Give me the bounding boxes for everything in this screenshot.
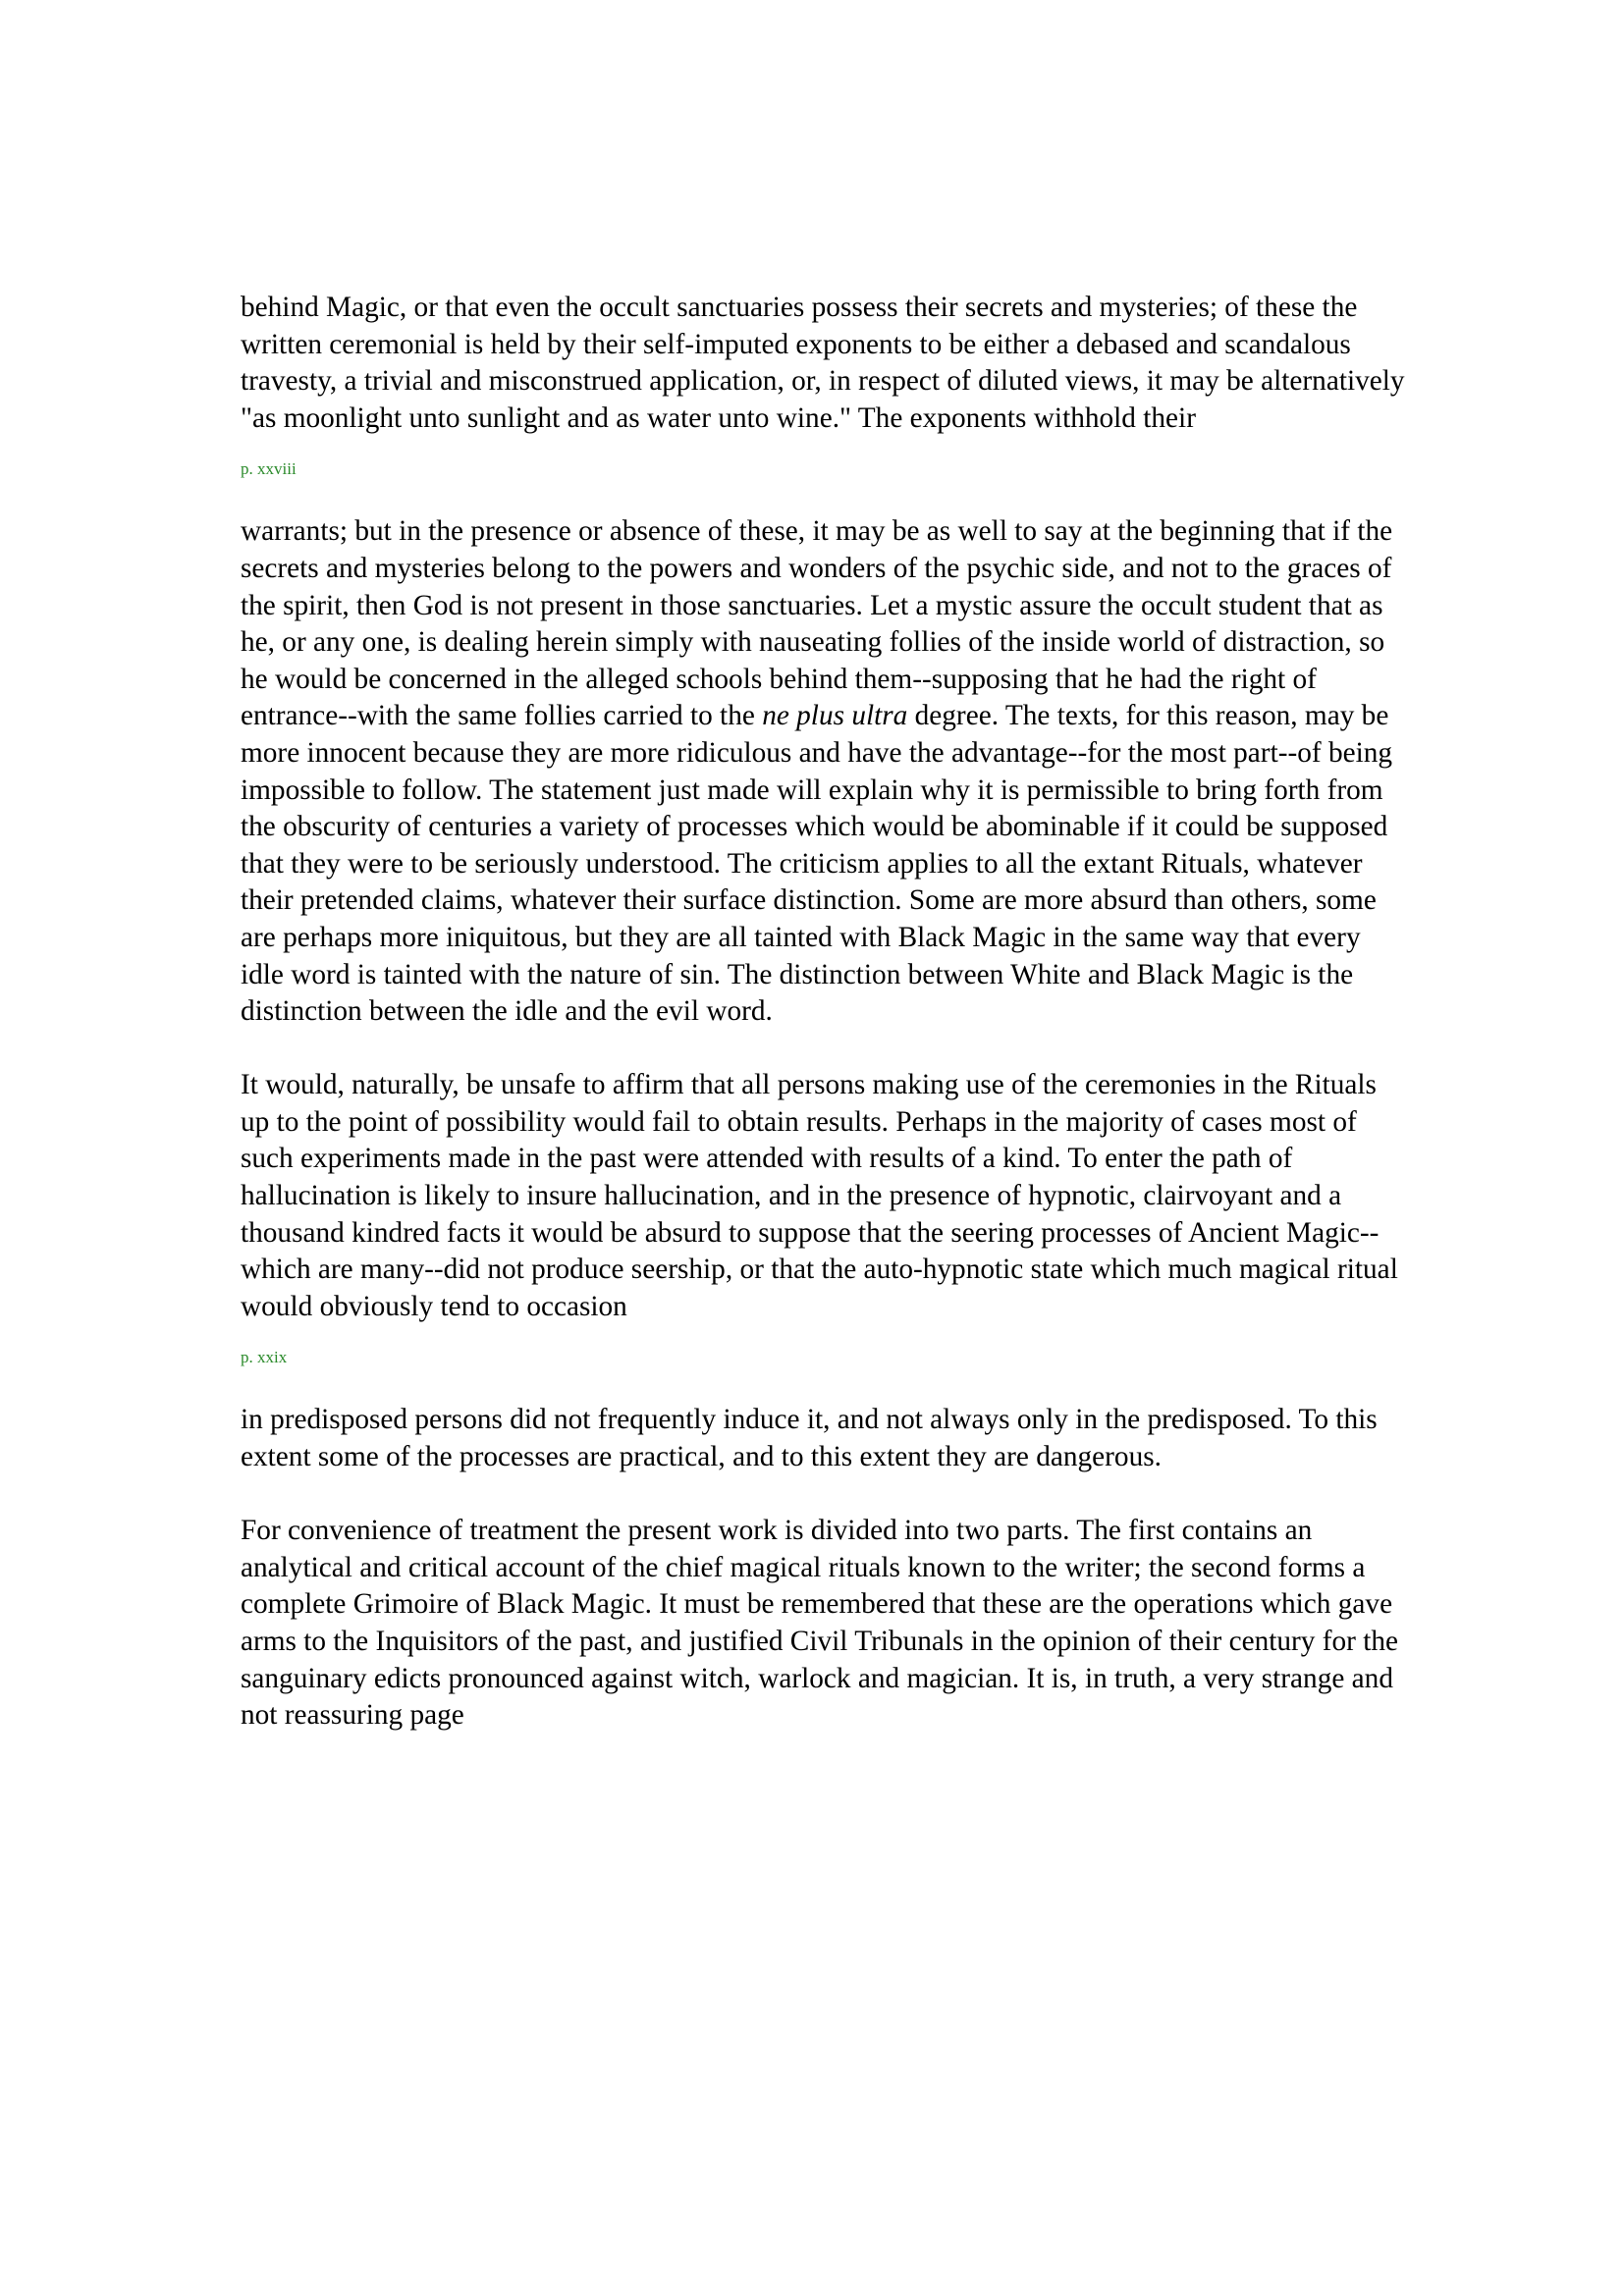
paragraph-continued: behind Magic, or that even the occult sanctuaries possess their secrets and mysteries; of these the written ceremonial is held by their self-imputed exponents to be either a debased and scandalous travesty, a trivial and misconstrued application, or, in respect of diluted views, it may be alternatively "as moonlight unto sunlight and as water unto wine." The exponents withhold their	[241, 292, 1405, 434]
paragraph-results: It would, naturally, be unsafe to affirm that all persons making use of the ceremonies in the Rituals up to the point of possibility would fail to obtain results. Perhaps in the majority of cases most of such experiments made in the past were attended with results of a kind. To enter the path of hallucination is likely to insure hallucination, and in the presence of hypnotic, clairvoyant and a thousand kindred facts it would be absurd to suppose that the seering processes of Ancient Magic--which are many--did not produce seership, or that the auto-hypnotic state which much magical ritual would obviously tend to occasion	[241, 1069, 1398, 1322]
page-number-xxviii: p. xxviii	[241, 459, 297, 479]
paragraph-predisposed: in predisposed persons did not frequently induce it, and not always only in the predisposed. To this extent some of the processes are practical, and to this extent they are dangerous.	[241, 1404, 1378, 1473]
italic-phrase: ne plus ultra	[762, 700, 908, 732]
page-number-xxix: p. xxix	[241, 1348, 288, 1367]
paragraph-warrants	[241, 513, 1409, 1030]
paragraph-text: degree. The texts, for this reason, may be more innocent because they are more ridiculous and have the advantage--for the most part--of being impossible to follow. The statement just made will explain why it is permissible to bring forth from the obscurity of centuries a variety of processes which would be abominable if it could be supposed that they were to be seriously understood. The criticism applies to all the extant Rituals, whatever their pretended claims, whatever their surface distinction. Some are more absurd than others, some are perhaps more iniquitous, but they are all tainted with Black Magic in the same way that every idle word is tainted with the nature of sin. The distinction between White and Black Magic is the distinction between the idle and the evil word.	[241, 700, 1393, 1028]
paragraph-text: warrants; but in the presence or absence of these, it may be as well to say at the beginning that if the secrets and mysteries belong to the powers and wonders of the psychic side, and not to the graces of the spirit, then God is not present in those sanctuaries. Let a mystic assure the occult student that as he, or any one, is dealing herein simply with nauseating follies of the inside world of distraction, so he would be concerned in the alleged schools behind them--supposing that he had the right of entrance--with the same follies carried to the	[241, 515, 1393, 732]
document-page	[241, 290, 1409, 1735]
paragraph-convenience: For convenience of treatment the present work is divided into two parts. The first contains an analytical and critical account of the chief magical rituals known to the writer; the second forms a complete Grimoire of Black Magic. It must be remembered that these are the operations which gave arms to the Inquisitors of the past, and justified Civil Tribunals in the opinion of their century for the sanguinary edicts pronounced against witch, warlock and magician. It is, in truth, a very strange and not reassuring page	[241, 1515, 1399, 1732]
